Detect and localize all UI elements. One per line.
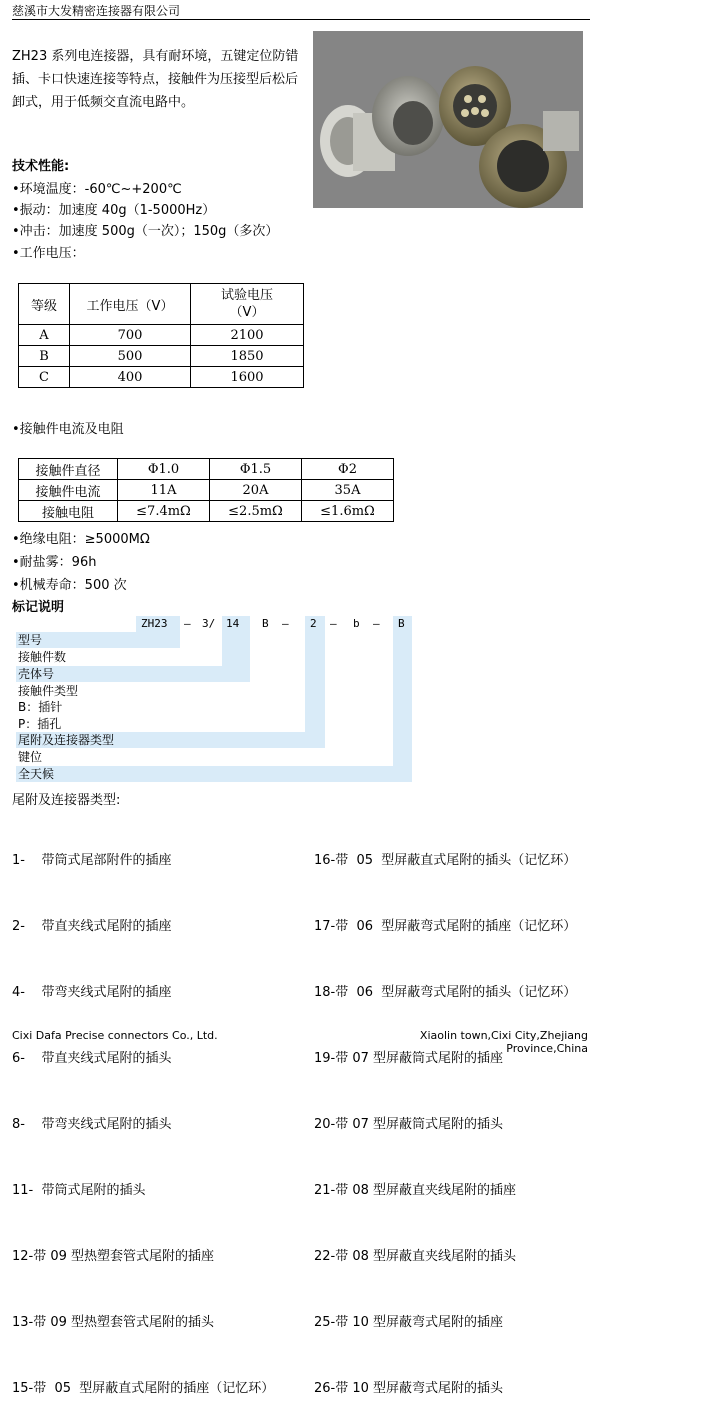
footer-company: Cixi Dafa Precise connectors Co., Ltd. <box>12 1029 218 1042</box>
table-cell: ≤2.5mΩ <box>210 501 302 522</box>
spec-insulation: •绝缘电阻：≥5000MΩ <box>12 532 150 547</box>
spec-shock: •冲击：加速度 500g（一次）；150g（多次） <box>12 224 279 239</box>
table-cell: 接触件电流 <box>19 480 118 501</box>
code-contacts: 3/ <box>202 617 216 630</box>
olive-connector-center <box>372 76 444 156</box>
table-cell: 500 <box>70 346 191 367</box>
table-row <box>19 367 304 388</box>
code-contact-type: B <box>262 617 269 630</box>
table-cell: ≤7.4mΩ <box>118 501 210 522</box>
intro-paragraph: ZH23 系列电连接器，具有耐环境，五键定位防错插、卡口快速连接等特点，接触件为压接型后松后卸式，用于低频交直流电路中。 <box>12 49 299 110</box>
table-cell: ≤1.6mΩ <box>302 501 394 522</box>
table-cell: 20A <box>210 480 302 501</box>
label-contact-type: 接触件类型 <box>18 684 79 698</box>
types-right-list <box>314 806 610 1422</box>
label-model: 型号 <box>18 633 43 647</box>
table-cell: A <box>19 325 70 346</box>
table-cell: 2100 <box>191 325 304 346</box>
highlight-tail <box>305 616 325 748</box>
code-dash: — <box>184 617 191 630</box>
table-cell: 接触电阻 <box>19 501 118 522</box>
footer-address: Xiaolin town,Cixi City,Zhejiang Province,China <box>419 1029 588 1055</box>
code-tail: 2 <box>310 617 317 630</box>
label-key: 键位 <box>18 750 43 764</box>
table-header-cell: 等级 <box>19 284 70 325</box>
connector-photo <box>313 31 583 208</box>
label-pin: B：插针 <box>18 700 63 714</box>
code-model: ZH23 <box>141 617 168 630</box>
table-cell: C <box>19 367 70 388</box>
list-item: 21-带 08 型屏蔽直夹线尾附的插座 <box>314 1183 517 1198</box>
list-item: 18-带 06 型屏蔽弯式尾附的插头（记忆环） <box>314 985 577 1000</box>
table-row <box>19 459 394 480</box>
types-left-list <box>12 806 312 1422</box>
contact-table <box>18 458 394 522</box>
header-divider <box>12 19 590 20</box>
list-item: 17-带 06 型屏蔽弯式尾附的插座（记忆环） <box>314 919 577 934</box>
table-cell: 1600 <box>191 367 304 388</box>
list-item: 19-带 07 型屏蔽筒式尾附的插座 <box>314 1051 504 1066</box>
spec-mechanical-life: •机械寿命：500 次 <box>12 578 127 593</box>
code-dash: — <box>373 617 380 630</box>
header-line: （V） <box>229 305 265 320</box>
list-item: 2- 带直夹线式尾附的插座 <box>12 919 172 934</box>
table-row <box>19 480 394 501</box>
code-dash: — <box>282 617 289 630</box>
label-tail-type: 尾附及连接器类型 <box>18 733 115 747</box>
list-item: 8- 带弯夹线式尾附的插头 <box>12 1117 172 1132</box>
table-cell: 400 <box>70 367 191 388</box>
table-cell: 700 <box>70 325 191 346</box>
table-cell: 1850 <box>191 346 304 367</box>
table-row <box>19 501 394 522</box>
header-line: 试验电压 <box>220 288 273 303</box>
table-row <box>19 284 304 325</box>
label-contact-count: 接触件数 <box>18 650 67 664</box>
types-title: 尾附及连接器类型: <box>12 793 121 808</box>
table-cell: B <box>19 346 70 367</box>
specs-title: 技术性能: <box>12 159 70 174</box>
code-key: b <box>353 617 360 630</box>
list-item: 1- 带筒式尾部附件的插座 <box>12 853 172 868</box>
voltage-table <box>18 283 304 388</box>
label-weather: 全天候 <box>18 767 55 781</box>
list-item: 25-带 10 型屏蔽弯式尾附的插座 <box>314 1315 504 1330</box>
company-name: 慈溪市大发精密连接器有限公司 <box>12 4 181 18</box>
list-item: 16-带 05 型屏蔽直式尾附的插头（记忆环） <box>314 853 577 868</box>
spec-temperature: •环境温度：-60℃~+200℃ <box>12 182 182 197</box>
table-cell: 35A <box>302 480 394 501</box>
table-row <box>19 325 304 346</box>
list-item: 12-带 09 型热塑套管式尾附的插座 <box>12 1249 215 1264</box>
list-item: 20-带 07 型屏蔽筒式尾附的插头 <box>314 1117 504 1132</box>
list-item: 4- 带弯夹线式尾附的插座 <box>12 985 172 1000</box>
contact-title: •接触件电流及电阻 <box>12 422 124 437</box>
list-item: 13-带 09 型热塑套管式尾附的插头 <box>12 1315 215 1330</box>
code-dash: — <box>330 617 337 630</box>
code-shell: 14 <box>226 617 240 630</box>
label-shell: 壳体号 <box>18 667 55 681</box>
spec-vibration: •振动：加速度 40g（1-5000Hz） <box>12 203 216 218</box>
table-cell: Φ1.5 <box>210 459 302 480</box>
table-header-cell: 工作电压（V） <box>70 284 191 325</box>
highlight-weather <box>393 616 412 782</box>
spec-voltage: •工作电压： <box>12 246 85 261</box>
table-row <box>19 346 304 367</box>
label-socket: P：插孔 <box>18 717 62 731</box>
table-cell: Φ1.0 <box>118 459 210 480</box>
list-item: 6- 带直夹线式尾附的插头 <box>12 1051 172 1066</box>
spec-salt-spray: •耐盐雾：96h <box>12 555 97 570</box>
code-weather: B <box>398 617 405 630</box>
table-cell: 接触件直径 <box>19 459 118 480</box>
list-item: 11- 带筒式尾附的插头 <box>12 1183 146 1198</box>
marking-title: 标记说明 <box>12 600 65 615</box>
table-cell: Φ2 <box>302 459 394 480</box>
table-cell: 11A <box>118 480 210 501</box>
table-header-cell <box>191 284 304 325</box>
list-item: 26-带 10 型屏蔽弯式尾附的插头 <box>314 1381 504 1396</box>
marking-diagram <box>16 616 412 782</box>
list-item: 15-带 05 型屏蔽直式尾附的插座（记忆环） <box>12 1381 275 1396</box>
label-bar-weather <box>16 766 412 782</box>
list-item: 22-带 08 型屏蔽直夹线尾附的插头 <box>314 1249 517 1264</box>
